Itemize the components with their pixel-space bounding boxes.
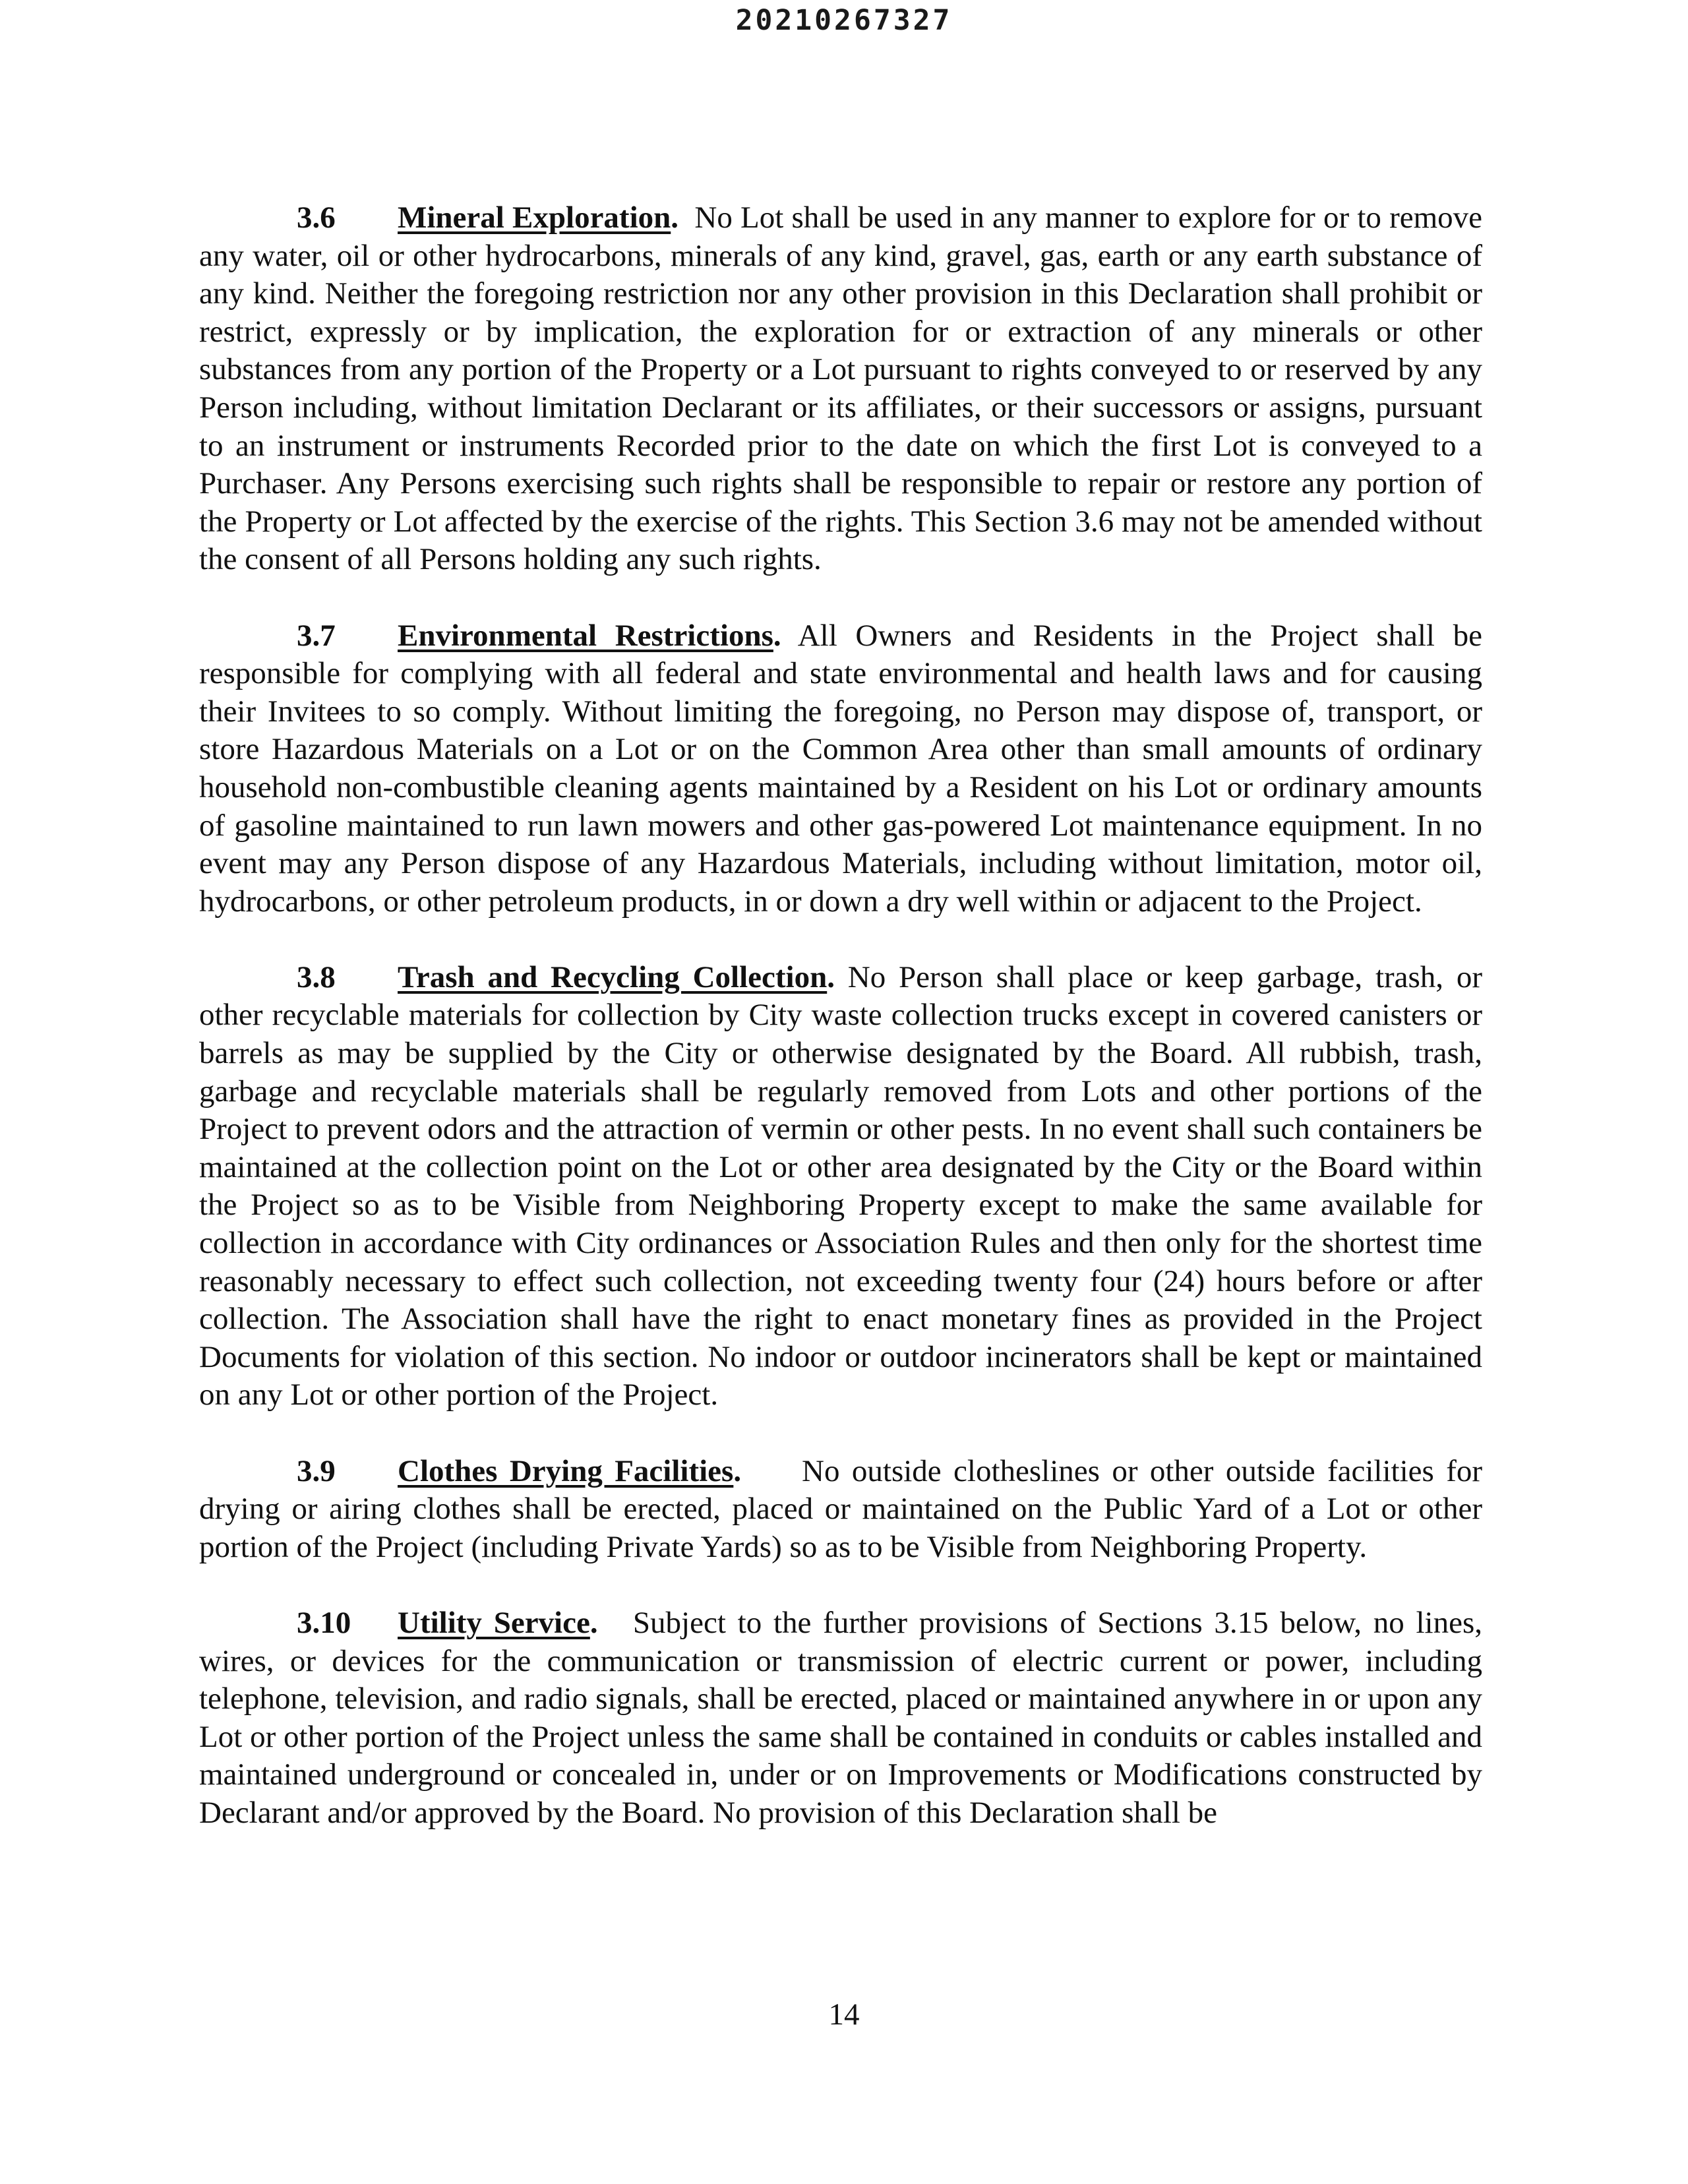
section-3-8 — [199, 959, 1482, 1414]
section-title: Trash and Recycling Collection — [398, 959, 828, 994]
section-title: Clothes Drying Facilities — [398, 1453, 734, 1488]
section-body: No Lot shall be used in any manner to explore for or to remove any water, oil or other hydrocarbons, minerals of any kind, gravel, gas, earth or any earth substance of any kind. Neither the foregoing restriction nor any other provision in this Declaration shall prohibit or restrict, expressly or by implication, the exploration for or extraction of any minerals or other substances from any portion of the Property or a Lot pursuant to rights conveyed to or reserved by any Person including, without limitation Declarant or its affiliates, or their successors or assigns, pursuant to an instrument or instruments Recorded prior to the date on which the first Lot is conveyed to a Purchaser. Any Persons exercising such rights shall be responsible to repair or restore any portion of the Property or Lot affected by the exercise of the rights. This Section 3.6 may not be amended without the consent of all Persons holding any such rights. — [199, 200, 1482, 577]
section-title: Mineral Exploration — [398, 200, 671, 235]
section-body: All Owners and Residents in the Project shall be responsible for complying with all federal and state environmental and health laws and for causing their Invitees to so comply. Without limiting the foregoing, no Person may dispose of, transport, or store Hazardous Materials on a Lot or on the Common Area other than small amounts of ordinary household non-combustible cleaning agents maintained by a Resident on his Lot or ordinary amounts of gasoline maintained to run lawn mowers and other gas-powered Lot maintenance equipment. In no event may any Person dispose of any Hazardous Materials, including without limitation, motor oil, hydrocarbons, or other petroleum products, in or down a dry well within or adjacent to the Project. — [199, 618, 1482, 919]
section-number: 3.10 — [297, 1605, 351, 1640]
section-number: 3.6 — [297, 200, 336, 235]
section-body: No outside clotheslines or other outside facilities for drying or airing clothes shall be erected, placed or maintained on the Public Yard of a Lot or other portion of the Project (including Private Yards) so as to be Visible from Neighboring Property. — [199, 1453, 1482, 1564]
section-gap — [741, 1454, 802, 1488]
section-gap — [678, 200, 694, 235]
section-title: Environmental Restrictions — [398, 618, 773, 653]
section-number: 3.8 — [297, 959, 336, 994]
section-body: No Person shall place or keep garbage, trash, or other recyclable materials for collection by City waste collection trucks except in covered canisters or barrels as may be supplied by the City or otherwise designated by the Board. All rubbish, trash, garbage and recyclable materials shall be regularly removed from Lots and other portions of the Project to prevent odors and the attraction of vermin or other pests. In no event shall such containers be maintained at the collection point on the Lot or other area designated by the City or the Board within the Project so as to be Visible from Neighboring Property except to make the same available for collection in accordance with City ordinances or Association Rules and then only for the shortest time reasonably necessary to effect such collection, not exceeding twenty four (24) hours before or after collection. The Association shall have the right to enact monetary fines as provided in the Project Documents for violation of this section. No indoor or outdoor incinerators shall be kept or maintained on any Lot or other portion of the Project. — [199, 959, 1482, 1412]
section-title-punct: . — [773, 618, 781, 653]
section-gap — [835, 960, 848, 994]
section-number: 3.9 — [297, 1453, 336, 1488]
section-title-punct: . — [589, 1605, 598, 1640]
page-number: 14 — [828, 1997, 860, 2032]
section-title-punct: . — [827, 959, 835, 994]
section-3-9 — [199, 1453, 1482, 1567]
section-gap — [598, 1606, 633, 1640]
recording-number: 20210267327 — [735, 4, 953, 37]
section-3-10 — [199, 1604, 1482, 1833]
section-title-punct: . — [733, 1453, 742, 1488]
section-gap — [781, 619, 798, 653]
section-3-6 — [199, 199, 1482, 579]
document-body — [199, 199, 1482, 1870]
section-3-7 — [199, 617, 1482, 921]
section-title-punct: . — [671, 200, 679, 235]
section-number: 3.7 — [297, 618, 336, 653]
section-body: Subject to the further provisions of Sections 3.15 below, no lines, wires, or devices for the communication or transmission of electric current or power, including telephone, television, and radio signals, shall be erected, placed or maintained anywhere in or upon any Lot or other portion of the Project unless the same shall be contained in conduits or cables installed and maintained underground or concealed in, under or on Improvements or Modifications constructed by Declarant and/or approved by the Board. No provision of this Declaration shall be — [199, 1605, 1483, 1830]
section-title: Utility Service — [398, 1605, 590, 1640]
